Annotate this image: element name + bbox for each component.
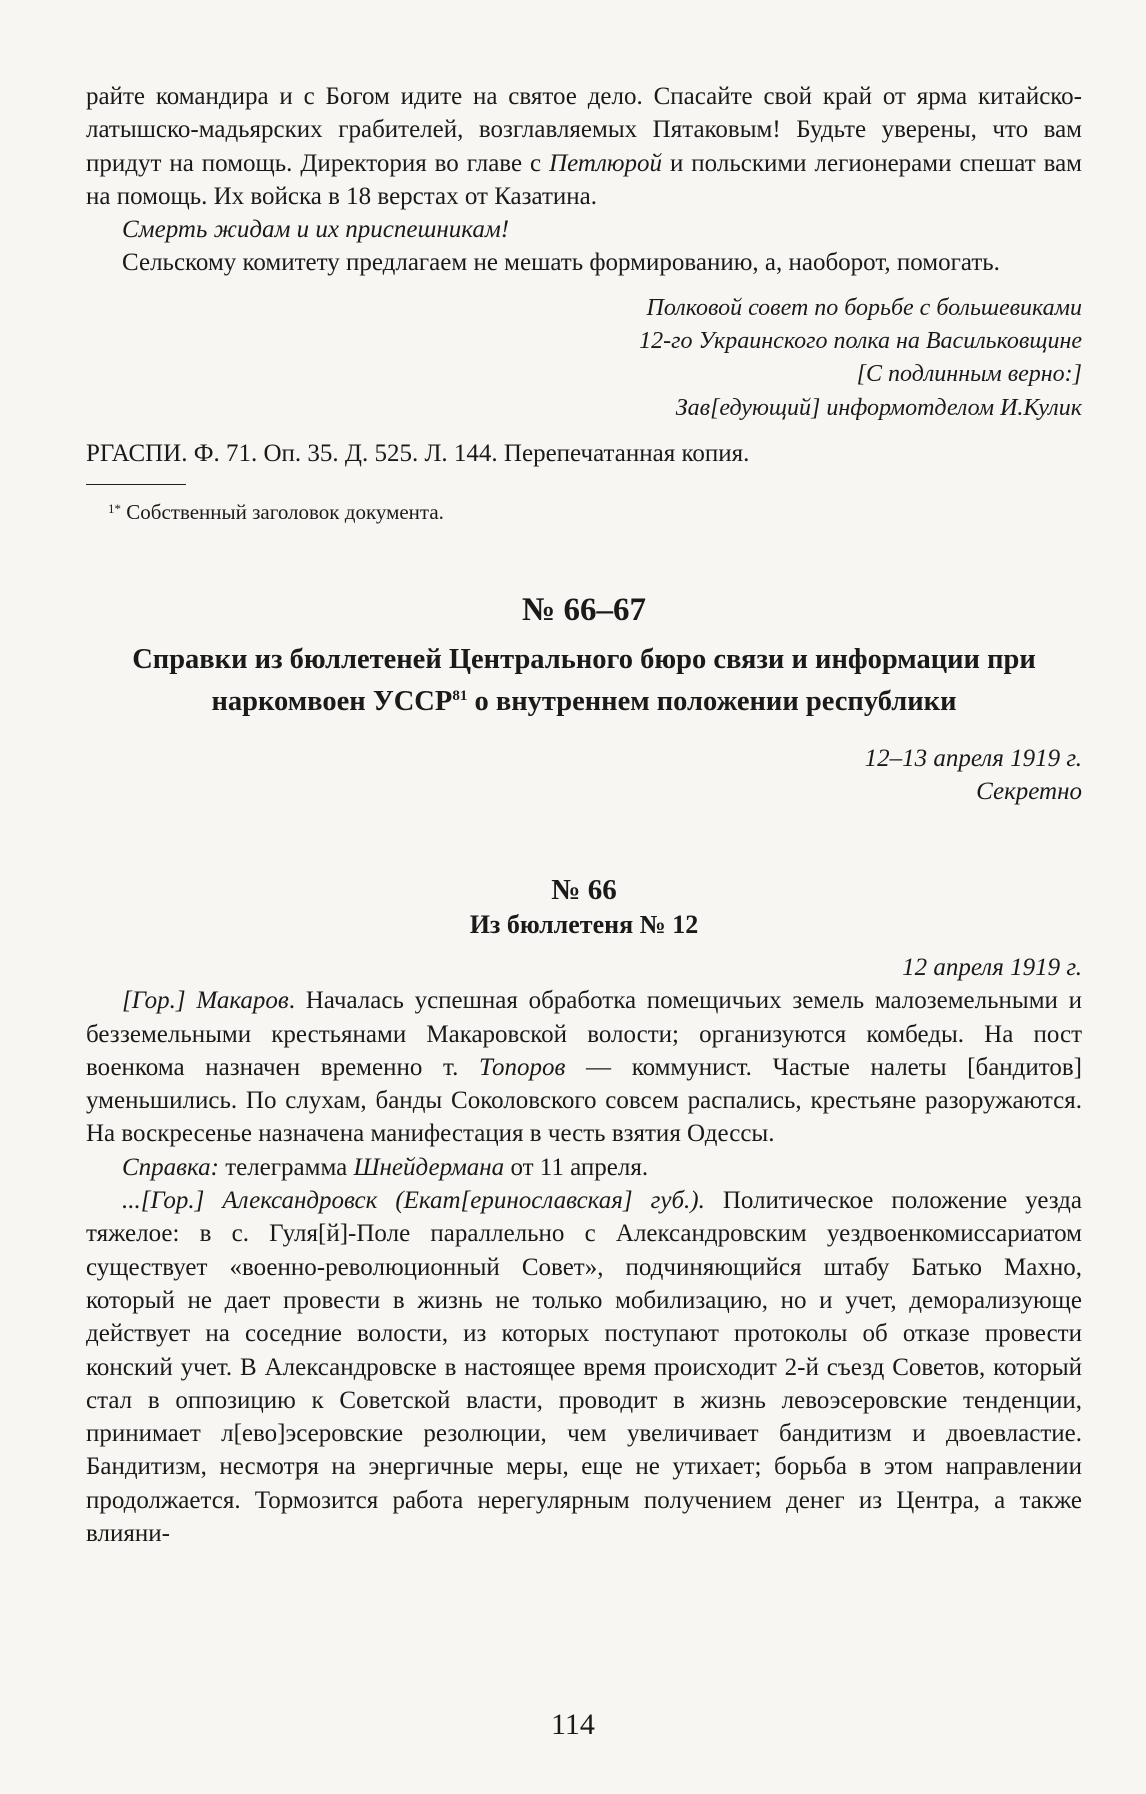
shneiderman-name: Шнейдермана [353,1153,505,1181]
signature-line-2: 12-го Украинского полка на Васильковщине [639,328,1082,355]
petlyura-name: Петлюрой [549,149,662,177]
appeal-paragraph [86,80,1082,213]
title-text-2: о внутреннем положении республики [467,686,957,718]
footnote [86,495,1082,526]
signature-block [86,292,1082,425]
aleksandrovsk-place: ...[Гор.] Александровск (Екат[еринославская] губ.). [122,1187,705,1215]
certified-line: [С подлинным верно:] [856,361,1082,388]
reference-label: Справка: [122,1153,219,1181]
subdocument-date: 12 апреля 1919 г. [902,954,1082,982]
makarov-paragraph [86,984,1082,1150]
appeal-text-2: и польскими легионерами спешат вам на помощь. Их войска в 18 верстах от Казатина. [86,149,1082,210]
aleksandrovsk-paragraph [86,1184,1082,1550]
title-footnote-ref: 81 [452,688,468,705]
subdocument-number: № 66 [551,874,617,907]
subdocument-title: Из бюллетеня № 12 [469,910,699,940]
document-title [86,642,1082,720]
document-number: № 66–67 [522,592,646,629]
secrecy-mark: Секретно [976,778,1082,806]
footnote-mark: 1* [108,501,121,517]
village-committee-line: Сельскому комитету предлагаем не мешать формированию, а, наоборот, помогать. [122,249,1000,277]
footnote-divider [86,484,186,485]
aleksandrovsk-text: Политическое положение уезда тяжелое: в с. Гуля[й]-Поле параллельно с Александровским уездвоенкомиссариатом существует «военно-революционный Совет», подчиняющийся штабу Батько Махно, который не дает провести в жизнь не только мобилизацию, но и учет, деморализующе действует на соседние волости, из которых поступают протоколы об отказе провести конский учет. В Александровске в настоящее время происходит 2-й съезд Советов, который стал в оппозицию к Советской власти, проводит в жизнь левоэсеровские тенденции, принимает л[ево]эсеровские резолюции, чем увеличивает бандитизм и двоевластие. Бандитизм, несмотря на энергичные меры, еще не утихает; борьба в этом направлении продолжается. Тормозится работа нерегулярным получением денег из Центра, а также влияни- [86,1187,1082,1548]
page-body [86,80,1082,1550]
title-text-1: Справки из бюллетеней Центрального бюро связи и информации при наркомвоен УССР [132,644,1036,718]
appeal-text-1: райте командира и с Богом идите на святое дело. Спасайте свой край от ярма китайско-латышско-мадьярских грабителей, возглавляемых Пятаковым! Будьте уверены, что вам придут на помощь. Директория во главе с [86,83,1082,177]
makarov-text-1: . Началась успешная обработка помещичьих земель малоземельными и безземельными крестьянами Макаровской волости; организуются комбеды. На пост военкома назначен временно т. [86,987,1083,1081]
signer-line: Зав[едующий] информотделом И.Кулик [675,394,1082,421]
archive-source: РГАСПИ. Ф. 71. Оп. 35. Д. 525. Л. 144. Перепечатанная копия. [86,439,750,467]
footnote-text: Собственный заголовок документа. [126,500,444,525]
reference-line [86,1151,1082,1184]
makarov-text-2: — коммунист. Частые налеты [бандитов] уменьшились. По слухам, банды Соколовского совсем распались, крестьяне разоружаются. На воскресенье назначена манифестация в честь взятия Одессы. [86,1053,1082,1148]
reference-text-2: от 11 апреля. [504,1153,649,1181]
document-date: 12–13 апреля 1919 г. [864,745,1082,773]
slogan: Смерть жидам и их приспешникам! [122,216,510,244]
toporov-name: Топоров [479,1053,566,1081]
page-number: 114 [551,1708,595,1741]
signature-line-1: Полковой совет по борьбе с большевиками [646,294,1082,321]
reference-text-1: телеграмма [218,1153,354,1181]
makarov-place: [Гор.] Макаров [122,987,289,1015]
